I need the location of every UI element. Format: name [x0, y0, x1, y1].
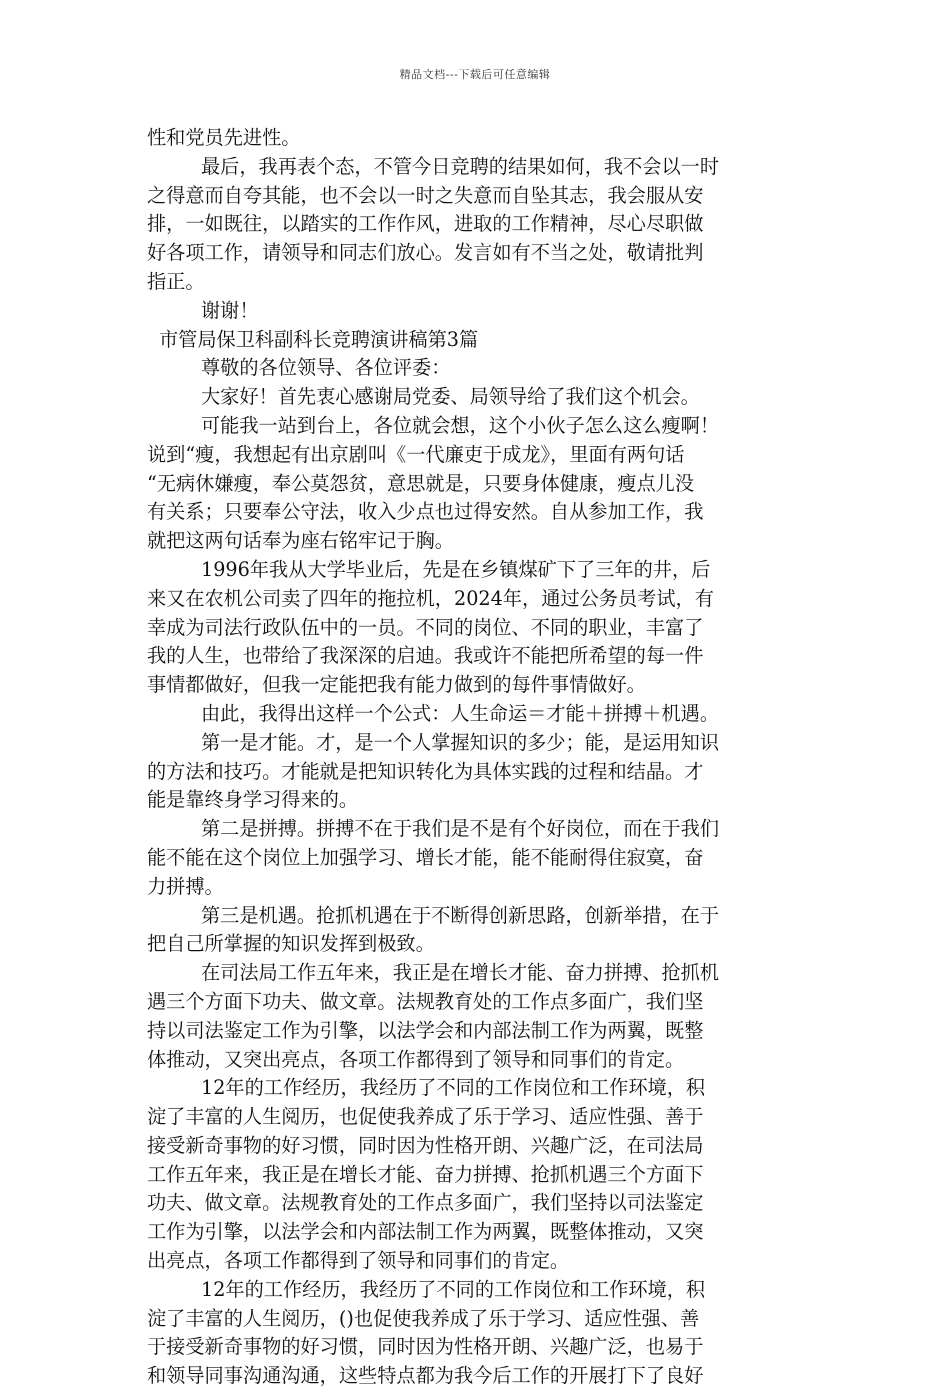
text-line: 接受新奇事物的好习惯，同时因为性格开朗、兴趣广泛，在司法局 — [147, 1133, 704, 1157]
text-line: 大家好！首先衷心感谢局党委、局领导给了我们这个机会。 — [201, 385, 700, 409]
text-line: 1996年我从大学毕业后，先是在乡镇煤矿下了三年的井，后 — [201, 557, 711, 581]
text-line: 性和党员先进性。 — [147, 126, 301, 149]
text-line: 的方法和技巧。才能就是把知识转化为具体实践的过程和结晶。才 — [147, 759, 704, 783]
text-line: 事情都做好，但我一定能把我有能力做到的每件事情做好。 — [147, 673, 646, 697]
text-line: 第一是才能。才，是一个人掌握知识的多少；能，是运用知识 — [201, 730, 720, 754]
text-line: 12年的工作经历，我经历了不同的工作岗位和工作环境，积 — [201, 1277, 706, 1301]
text-line: 淀了丰富的人生阅历，()也促使我养成了乐于学习、适应性强、善 — [147, 1306, 700, 1330]
text-line: 就把这两句话奉为座右铭牢记于胸。 — [147, 529, 454, 553]
text-line: 出亮点，各项工作都得到了领导和同事们的肯定。 — [147, 1249, 570, 1273]
text-line: 功夫、做文章。法规教育处的工作点多面广，我们坚持以司法鉴定 — [147, 1191, 704, 1215]
text-line: 在司法局工作五年来，我正是在增长才能、奋力拼搏、抢抓机 — [201, 961, 720, 985]
text-line: 淀了丰富的人生阅历，也促使我养成了乐于学习、适应性强、善于 — [147, 1105, 704, 1129]
text-line: 工作五年来，我正是在增长才能、奋力拼搏、抢抓机遇三个方面下 — [147, 1162, 704, 1186]
text-line: 持以司法鉴定工作为引擎，以法学会和内部法制工作为两翼，既整 — [147, 1018, 704, 1042]
text-line: 指正。 — [147, 269, 205, 293]
text-line: 来又在农机公司卖了四年的拖拉机，2024年，通过公务员考试，有 — [147, 586, 714, 610]
section-title: 市管局保卫科副科长竞聘演讲稿第3篇 — [159, 327, 479, 351]
text-line: 第三是机遇。抢抓机遇在于不断得创新思路，创新举措，在于 — [201, 903, 720, 927]
text-line: 之得意而自夸其能，也不会以一时之失意而自坠其志，我会服从安 — [147, 183, 704, 207]
text-line: “无病休嫌瘦，奉公莫怨贫，意思就是，只要身体健康，瘦点儿没 — [147, 471, 695, 495]
text-line: 好各项工作，请领导和同志们放心。发言如有不当之处，敬请批判 — [147, 241, 704, 265]
document-body — [147, 124, 807, 1391]
text-line: 和领导同事沟通沟通，这些特点都为我今后工作的开展打下了良好 — [147, 1364, 704, 1388]
text-line: 工作为引擎，以法学会和内部法制工作为两翼，既整体推动，又突 — [147, 1220, 704, 1244]
text-line: 由此，我得出这样一个公式：人生命运＝才能＋拼搏＋机遇。 — [201, 701, 720, 725]
text-line: 力拼搏。 — [147, 874, 224, 898]
text-line: 说到“瘦，我想起有出京剧叫《一代廉吏于成龙》，里面有两句话 — [147, 442, 685, 466]
text-line: 排，一如既往，以踏实的工作作风，进取的工作精神，尽心尽职做 — [147, 212, 704, 236]
text-line: 于接受新奇事物的好习惯，同时因为性格开朗、兴趣广泛，也易于 — [147, 1335, 704, 1359]
text-line: 能是靠终身学习得来的。 — [147, 788, 359, 812]
text-line: 我的人生，也带给了我深深的启迪。我或许不能把所希望的每一件 — [147, 644, 704, 668]
text-line: 尊敬的各位领导、各位评委： — [201, 356, 451, 380]
text-line: 最后，我再表个态，不管今日竞聘的结果如何，我不会以一时 — [201, 154, 720, 178]
text-line: 能不能在这个岗位上加强学习、增长才能，能不能耐得住寂寞，奋 — [147, 845, 704, 869]
text-line: 可能我一站到台上，各位就会想，这个小伙子怎么这么瘦啊！ — [201, 413, 720, 437]
text-line: 有关系；只要奉公守法，收入少点也过得安然。自从参加工作，我 — [147, 500, 704, 524]
text-line: 体推动，又突出亮点，各项工作都得到了领导和同事们的肯定。 — [147, 1047, 685, 1071]
text-line: 遇三个方面下功夫、做文章。法规教育处的工作点多面广，我们坚 — [147, 989, 704, 1013]
text-line: 把自己所掌握的知识发挥到极致。 — [147, 932, 435, 956]
text-line: 谢谢！ — [201, 298, 259, 322]
text-line: 第二是拼搏。拼搏不在于我们是不是有个好岗位，而在于我们 — [201, 817, 720, 841]
text-line: 幸成为司法行政队伍中的一员。不同的岗位、不同的职业，丰富了 — [147, 615, 704, 639]
text-line: 12年的工作经历，我经历了不同的工作岗位和工作环境，积 — [201, 1076, 706, 1100]
page-header: 精品文档---下载后可任意编辑 — [399, 68, 551, 81]
